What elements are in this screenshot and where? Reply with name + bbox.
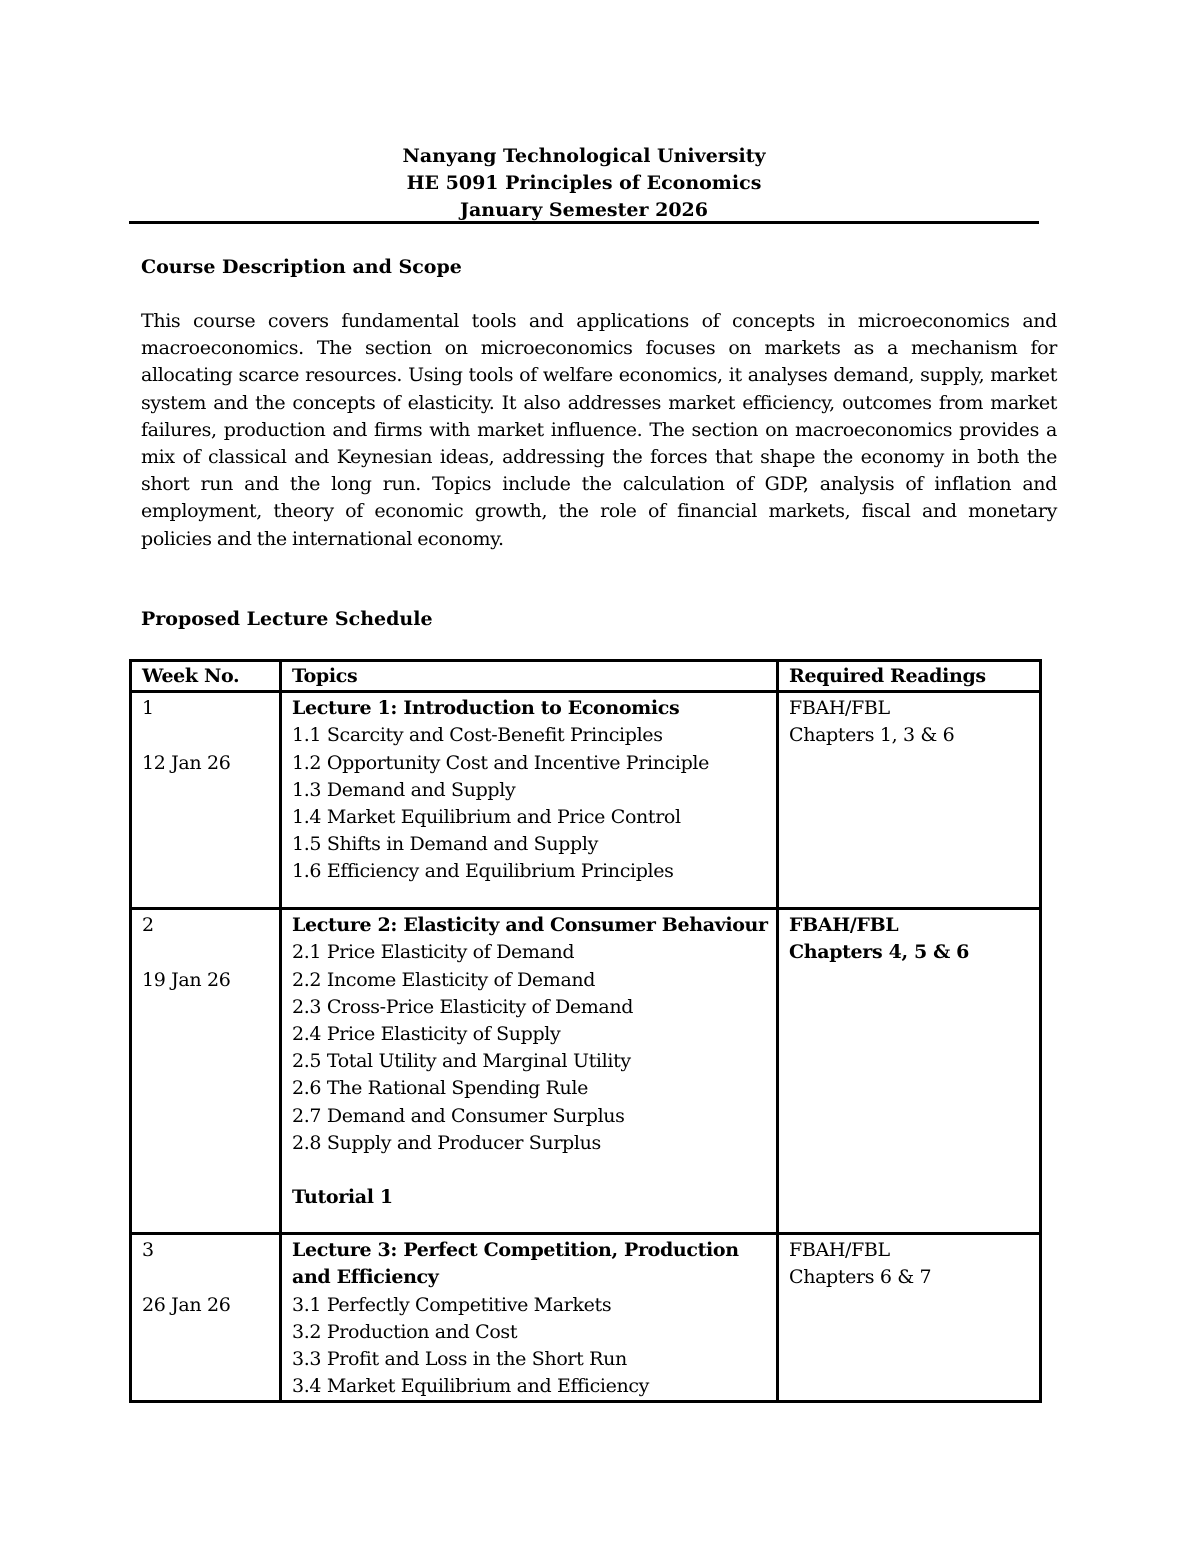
readings-chapters: Chapters 4, 5 & 6	[789, 941, 970, 964]
readings-source: FBAH/FBL	[789, 697, 890, 720]
course-description-body: This course covers fundamental tools and applications of concepts in microeconomics and macroeconomics. The section on microeconomics focuses on markets as a mechanism for allocating scarce resources. Using tools of welfare economics, it analyses demand, supply, market system and the concepts of elasticity. It also addresses market efficiency, outcomes from market failures, production and firms with market influence. The section on macroeconomics provides a mix of classical and Keynesian ideas, addressing the forces that shape the economy in both the short run and the long run. Topics include the calculation of GDP, analysis of inflation and employment, theory of economic growth, the role of financial markets, fiscal and monetary policies and the international economy.	[141, 310, 1057, 550]
topic-item: 3.2 Production and Cost	[292, 1320, 518, 1343]
topics-cell	[281, 909, 778, 1234]
topic-item: 1.3 Demand and Supply	[292, 778, 516, 801]
week-number: 2	[142, 914, 154, 937]
week-cell	[131, 909, 281, 1234]
week-date: 26 Jan 26	[142, 1293, 231, 1316]
lecture-title: Lecture 3: Perfect Competition, Production	[292, 1239, 739, 1262]
topic-item: 2.6 The Rational Spending Rule	[292, 1077, 589, 1100]
topic-item: 2.2 Income Elasticity of Demand	[292, 968, 596, 991]
topic-item: 1.1 Scarcity and Cost-Benefit Principles	[292, 724, 663, 747]
lecture-title: Lecture 2: Elasticity and Consumer Behaviour	[292, 914, 768, 937]
readings-cell	[778, 692, 1041, 909]
topic-item: 2.7 Demand and Consumer Surplus	[292, 1104, 625, 1127]
table-row	[131, 692, 1041, 909]
week-number: 3	[142, 1239, 154, 1262]
column-header-topics: Topics	[281, 661, 778, 692]
topic-item: 1.4 Market Equilibrium and Price Control	[292, 806, 681, 829]
week-number: 1	[142, 697, 154, 720]
tutorial-label: Tutorial 1	[292, 1186, 393, 1209]
topic-item: 1.2 Opportunity Cost and Incentive Principle	[292, 751, 710, 774]
readings-source: FBAH/FBL	[789, 1239, 890, 1262]
topics-cell	[281, 1234, 778, 1402]
header-divider	[129, 221, 1039, 224]
lecture-schedule-heading: Proposed Lecture Schedule	[141, 608, 433, 630]
course-title: HE 5091 Principles of Economics	[406, 172, 762, 194]
topics-cell	[281, 692, 778, 909]
document-header	[129, 143, 1039, 224]
week-cell	[131, 1234, 281, 1402]
topic-item: 2.1 Price Elasticity of Demand	[292, 941, 575, 964]
readings-cell	[778, 909, 1041, 1234]
lecture-schedule-table	[129, 659, 1042, 1403]
topic-item: 2.8 Supply and Producer Surplus	[292, 1131, 601, 1154]
table-row	[131, 1234, 1041, 1402]
university-name: Nanyang Technological University	[402, 145, 766, 167]
course-description-heading: Course Description and Scope	[141, 256, 462, 278]
week-date: 12 Jan 26	[142, 751, 231, 774]
topic-item: 1.6 Efficiency and Equilibrium Principles	[292, 860, 674, 883]
semester-label: January Semester 2026	[460, 199, 708, 221]
topic-item: 1.5 Shifts in Demand and Supply	[292, 833, 598, 856]
readings-chapters: Chapters 1, 3 & 6	[789, 724, 955, 747]
table-row	[131, 909, 1041, 1234]
week-cell	[131, 692, 281, 909]
readings-cell	[778, 1234, 1041, 1402]
topic-item: 2.3 Cross-Price Elasticity of Demand	[292, 995, 634, 1018]
topic-item: 2.4 Price Elasticity of Supply	[292, 1023, 561, 1046]
week-date: 19 Jan 26	[142, 968, 231, 991]
topic-item: 2.5 Total Utility and Marginal Utility	[292, 1050, 631, 1073]
lecture-title: Lecture 1: Introduction to Economics	[292, 697, 680, 720]
topic-item: 3.1 Perfectly Competitive Markets	[292, 1293, 612, 1316]
topic-item: 3.3 Profit and Loss in the Short Run	[292, 1348, 627, 1371]
column-header-week: Week No.	[131, 661, 281, 692]
column-header-readings: Required Readings	[778, 661, 1041, 692]
table-header-row	[131, 661, 1041, 692]
readings-source: FBAH/FBL	[789, 914, 899, 937]
lecture-title-continued: and Efficiency	[292, 1266, 439, 1289]
readings-chapters: Chapters 6 & 7	[789, 1266, 932, 1289]
topic-item: 3.4 Market Equilibrium and Efficiency	[292, 1375, 650, 1398]
